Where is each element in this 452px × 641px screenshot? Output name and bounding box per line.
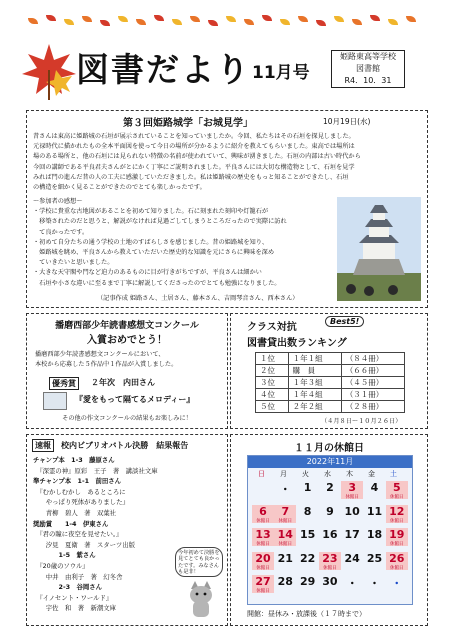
calendar-grid xyxy=(252,481,408,601)
ranking-title-2: 図書貸出数ランキング xyxy=(247,338,347,349)
calendar-day xyxy=(252,552,274,570)
dept-name: 図書館 xyxy=(356,64,380,73)
calendar-day xyxy=(297,575,319,593)
essay-work: 『愛をもって隔てるメロディー』 xyxy=(75,395,195,404)
essay-footer: その他の作文コンクールの結果もお楽しみに！ xyxy=(62,415,192,422)
calendar-day-number: 27 xyxy=(255,575,271,588)
leaf-garland xyxy=(28,14,418,28)
calendar-day xyxy=(252,505,274,523)
closed-label: 休館日 xyxy=(256,565,270,571)
list-item: 中井 由利子 著 幻冬舎 xyxy=(33,572,123,581)
calendar-day-number: ・ xyxy=(391,577,403,590)
calendar-day xyxy=(274,528,296,546)
essay-body-1: 播磨西部少年読書感想文コンクールにおいて、 xyxy=(35,351,165,358)
weekday-fri: 金 xyxy=(368,470,375,478)
calendar-day xyxy=(297,552,319,570)
participant-notes: ～参加者の感想～ ・学校に貴重な古地図があることを初めて知りました。石に刻まれた刻印や灯籠石が 移築されたのだと思うと、解説がなければ見過ごしてしまうところだったので実際に訪れ て良かったです。 ・初めて自分たちの通う学校の土地のすばらしさを感じました。昔の姫路城を知り、 姫路城を眺め、平良さんから教えていただいた歴史的な知識を元にさらに興味を深め ていきたいと思いました。 ・大きな天守閣や門など迫力のあるものに目が行きがちですが、平良さんは細かい 石垣や小さな違いに至るまで丁寧に解説してくださったのでとても勉強になりました。 xyxy=(33,198,287,287)
calendar-day xyxy=(319,505,341,523)
calendar-day-number: 4 xyxy=(370,481,379,494)
calendar-day xyxy=(364,528,386,546)
calendar-day xyxy=(252,481,274,499)
castle-trip-section xyxy=(26,110,428,308)
calendar-day xyxy=(297,481,319,499)
table-row: ５位 ２年２組 （２８冊） xyxy=(256,401,405,413)
issue-date: R4．10．31 xyxy=(344,76,392,85)
calendar-month: 2022年11月 xyxy=(248,456,412,468)
calendar-day-number: 30 xyxy=(322,575,338,588)
calendar-day xyxy=(386,505,408,523)
essay-winner: ２年次 内田さん xyxy=(91,378,155,387)
calendar-day-number: 3 xyxy=(348,481,357,494)
essay-body-2: 本校から応募した５作品中１作品が入賞しました。 xyxy=(35,361,178,368)
calendar-day-number: 24 xyxy=(344,551,360,565)
calendar-day xyxy=(274,481,296,499)
essay-title: 播磨西部少年読書感想文コンクール xyxy=(55,321,199,331)
weekday-wed: 水 xyxy=(324,470,331,478)
bibliobattle-title: 校内ビブリオバトル決勝 結果報告 xyxy=(61,441,189,450)
calendar-day-number: 20 xyxy=(255,551,271,565)
issuer-box xyxy=(331,50,405,88)
best5-badge: Best5! xyxy=(325,316,364,327)
list-item: 『イノセント・ワールド』 xyxy=(33,593,113,602)
calendar-day-number: 13 xyxy=(255,528,271,541)
maple-leaf-icon xyxy=(18,40,80,102)
closed-label: 休館日 xyxy=(256,518,270,524)
table-row: ４位 １年４組 （３１冊） xyxy=(256,389,405,401)
award-badge: 優秀賞 xyxy=(49,377,79,390)
calendar-day xyxy=(364,575,386,593)
list-item: 宇佐 和 著 新潮文庫 xyxy=(33,604,117,613)
cat-icon xyxy=(185,579,217,619)
calendar-day-number: 5 xyxy=(392,481,401,494)
calendar-day xyxy=(319,575,341,593)
list-item: 『深霊の神』原彩 王子 著 講談社文庫 xyxy=(33,466,158,475)
opening-hours: 開館：昼休み・放課後（１７時まで） xyxy=(247,610,366,618)
list-item: 準チャンプ本 1-1 前田さん xyxy=(33,477,122,486)
calendar-day-number: ・ xyxy=(369,577,380,590)
calendar-day-number: 29 xyxy=(299,575,316,588)
trip-report: 昔さんは東高に姫路城の石垣が展示されていることを知っていましたか。今回、私たちはその石垣を探見しました。 元禄時代に描かれたもの全本平面図を使って今日の場所が分かるように紹介を教えてもらいました。東高では場所は 場のある場所と、他の石垣には見られない特徴の名前が使われていて、興味が湧きました。石垣の内部は古い時代から 今回の講師である平良君夫さんがとにかく丁寧にご説明されました。平良さんには大切な構造物として、石垣を見学 みれば門の進んだ昔の人の工夫に感激していただきました。私は姫路城の歴史をもっと知ることができたし、石垣 の構造を細かく見ることができたのでとても楽しかったです。 xyxy=(33,133,361,192)
table-row: １位 １年１組 （８４冊） xyxy=(256,353,405,365)
calendar-day-number: 16 xyxy=(322,528,338,541)
calendar-day xyxy=(274,552,296,570)
calendar-section xyxy=(230,434,428,626)
closed-label: 休館日 xyxy=(390,542,404,547)
breaking-tag: 速報 xyxy=(32,439,54,452)
calendar-day-number: 10 xyxy=(344,504,360,518)
bubble-text: 今年初めて決勝を見てとても良かったです。みなさんも是非！ xyxy=(178,550,220,576)
calendar-day xyxy=(364,552,386,570)
closed-label: 休館日 xyxy=(278,542,293,547)
table-row: ２位 購 員 （６６冊） xyxy=(256,365,405,377)
calendar-day-number: ・ xyxy=(279,483,291,496)
weekday-sat: 土 xyxy=(390,470,397,478)
closed-label: 休館日 xyxy=(256,542,270,547)
list-item: 2-3 谷岡さん xyxy=(33,583,103,592)
calendar-day xyxy=(319,528,341,546)
weekday-header xyxy=(252,469,408,479)
list-item: 奨励賞 1-4 伊東さん xyxy=(33,519,109,528)
calendar-day-number: 17 xyxy=(344,528,360,541)
essay-contest-section xyxy=(26,313,228,429)
school-name: 姫路東高等学校 xyxy=(340,52,396,61)
closed-label: 休館日 xyxy=(256,589,270,594)
closed-label: 休館日 xyxy=(390,518,404,524)
calendar-day xyxy=(341,552,363,570)
calendar-day-number: 1 xyxy=(303,481,312,494)
calendar-day-number: 7 xyxy=(281,504,290,518)
issue-month: 11月号 xyxy=(252,63,310,83)
calendar-day-number: 12 xyxy=(389,504,405,518)
trip-title: 第３回姫路城学「お城見学」 xyxy=(123,118,253,129)
calendar-day xyxy=(386,481,408,499)
calendar-day-number: ・ xyxy=(346,577,358,590)
list-item: 『20歳のソウル』 xyxy=(33,561,89,570)
closed-label: 休館日 xyxy=(345,495,359,500)
ranking-section xyxy=(230,313,428,429)
calendar-day xyxy=(386,552,408,570)
ranking-title: クラス対抗 xyxy=(247,322,297,333)
list-item: 1-5 紫さん xyxy=(33,551,96,560)
calendar-day-number: 26 xyxy=(389,551,405,565)
calendar-title: １１月の休館日 xyxy=(294,443,364,454)
speech-bubble xyxy=(175,547,223,577)
list-item: 『むかしむかし あるところに xyxy=(33,487,126,496)
list-item: 『君の瞳に夜空を見せたい。』 xyxy=(33,530,123,539)
calendar-day xyxy=(364,481,386,499)
calendar-day xyxy=(319,552,341,570)
closed-label: 休館日 xyxy=(278,518,293,524)
calendar-day-number: 19 xyxy=(389,528,405,541)
calendar-day-number: 23 xyxy=(322,551,338,565)
calendar-day-number: 22 xyxy=(299,551,316,565)
weekday-tue: 火 xyxy=(302,470,309,478)
trip-date: 10月19日(水) xyxy=(323,117,371,126)
calendar-day-number: 18 xyxy=(366,528,383,541)
ranking-table xyxy=(255,352,405,413)
weekday-thu: 木 xyxy=(346,470,353,478)
calendar-day-number: 6 xyxy=(259,504,267,518)
book-icon xyxy=(43,392,67,410)
castle-photo xyxy=(337,197,421,301)
closed-label: 休館日 xyxy=(390,565,404,571)
closed-label: 休館日 xyxy=(390,495,404,500)
bibliobattle-section xyxy=(26,434,228,626)
trip-signature: （記事作成 姫路さん、土居さん、藤本さん、吉岡琴音さん、西本さん） xyxy=(97,295,299,302)
table-row: ３位 １年３組 （４５冊） xyxy=(256,377,405,389)
calendar-day xyxy=(252,575,274,593)
calendar-day-number: 28 xyxy=(277,575,293,588)
ranking-period: （４月８日～１０月２６日） xyxy=(321,418,402,425)
calendar-day xyxy=(319,481,341,499)
calendar-day-number: 15 xyxy=(299,528,316,541)
calendar-day xyxy=(364,505,386,523)
list-item: 汐見 夏衛 著 スターツ出版 xyxy=(33,540,135,549)
list-item: やっぱり死体がありました』 xyxy=(33,498,129,507)
weekday-sun: 日 xyxy=(258,470,265,478)
calendar-day xyxy=(297,528,319,546)
calendar-day-number: 21 xyxy=(277,551,293,565)
calendar-day-number: 9 xyxy=(326,504,334,518)
calendar-day-number: 14 xyxy=(277,528,293,541)
newsletter-title: 図書だより xyxy=(76,50,251,89)
list-item: チャンプ本 1-3 藤原さん xyxy=(33,456,115,464)
calendar-day-number: 2 xyxy=(326,481,334,494)
calendar-day xyxy=(341,528,363,546)
calendar-day-number: 11 xyxy=(366,504,383,518)
calendar-day xyxy=(297,505,319,523)
calendar-day xyxy=(341,575,363,593)
list-item: 青柳 碧人 著 双葉社 xyxy=(33,508,117,517)
calendar-day xyxy=(341,505,363,523)
calendar-day-number: 8 xyxy=(303,504,312,518)
weekday-mon: 月 xyxy=(280,470,287,478)
calendar-day xyxy=(386,528,408,546)
calendar-day xyxy=(386,575,408,593)
calendar-day xyxy=(341,481,363,499)
calendar-day xyxy=(274,575,296,593)
calendar-day xyxy=(252,528,274,546)
calendar-day xyxy=(274,505,296,523)
closed-label: 休館日 xyxy=(323,565,337,571)
calendar-day-number: 25 xyxy=(366,551,383,565)
calendar-widget xyxy=(247,455,413,605)
essay-title-2: 入賞おめでとう！ xyxy=(87,335,167,346)
